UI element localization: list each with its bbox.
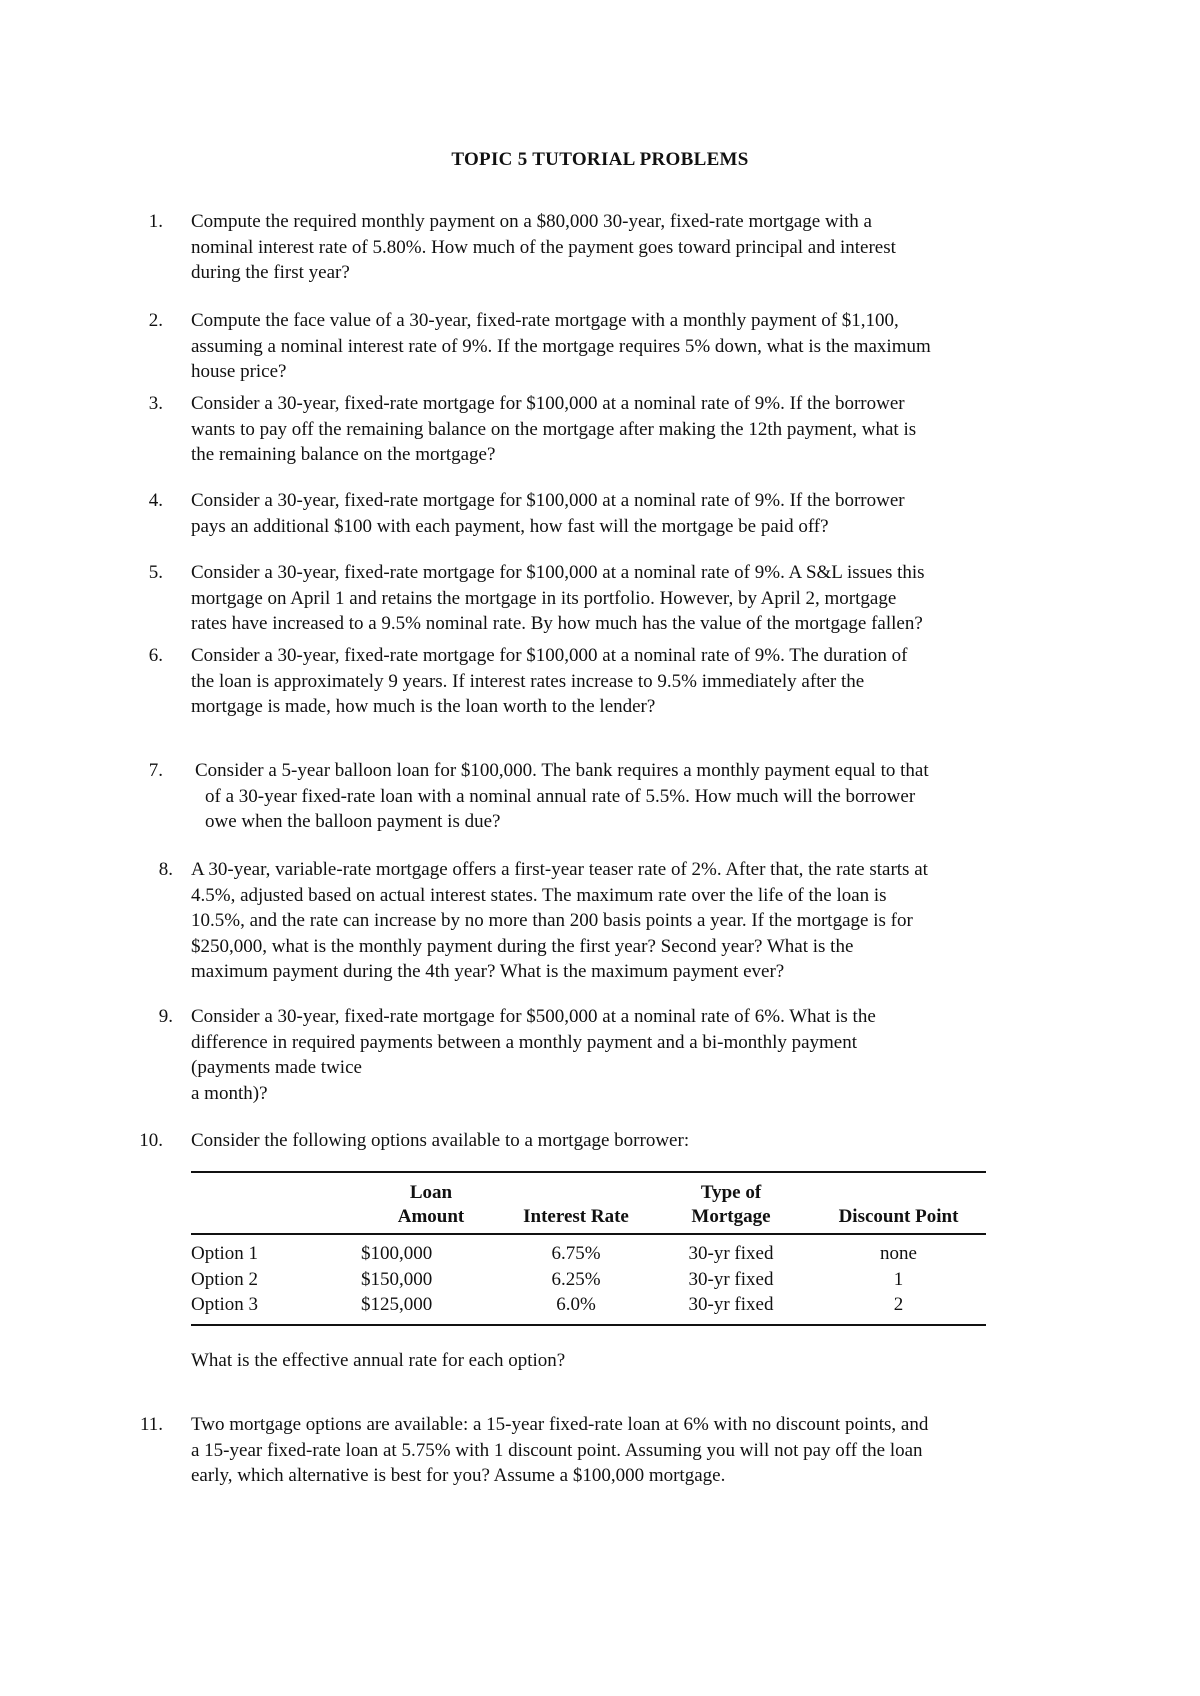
cell-points: 1 xyxy=(893,1268,904,1290)
problem-line: the remaining balance on the mortgage? xyxy=(191,444,496,465)
problem-line: during the first year? xyxy=(191,262,350,283)
problem-text xyxy=(191,857,1071,985)
problem-line: the loan is approximately 9 years. If interest rates increase to 9.5% immediately after the xyxy=(191,670,865,692)
problem-text xyxy=(191,1128,1071,1154)
column-header-interest-rate: Interest Rate xyxy=(523,1206,629,1227)
problem-number: 5. xyxy=(148,562,163,583)
problem-line: house price? xyxy=(191,361,287,382)
problem-number: 11. xyxy=(139,1414,163,1435)
problem-line: early, which alternative is best for you? Assume a $100,000 mortgage. xyxy=(191,1465,726,1486)
problem-line: nominal interest rate of 5.80%. How much of the payment goes toward principal and interest xyxy=(191,236,896,258)
problem-line: rates have increased to a 9.5% nominal rate. By how much has the value of the mortgage fallen? xyxy=(191,613,923,634)
amount-value: $125,000 xyxy=(361,1294,433,1315)
table-header-row xyxy=(191,1172,986,1234)
problem-line: Consider a 30-year, fixed-rate mortgage for $500,000 at a nominal rate of 6%. What is the xyxy=(191,1006,876,1027)
cell-type: 30-yr fixed xyxy=(688,1294,774,1315)
problem-line: of a 30-year fixed-rate loan with a nominal annual rate of 5.5%. How much will the borrower xyxy=(205,785,916,807)
cell-option: Option 1 xyxy=(191,1243,259,1264)
problem-text xyxy=(195,758,1075,835)
page-title: TOPIC 5 TUTORIAL PROBLEMS xyxy=(451,149,749,170)
problem-number: 3. xyxy=(148,393,163,414)
cell-option: Option 2 xyxy=(191,1268,259,1290)
problem-line: 10.5%, and the rate can increase by no more than 200 basis points a year. If the mortgage is for xyxy=(191,910,913,931)
problem-line: (payments made twice xyxy=(191,1057,362,1078)
cell-amount xyxy=(361,1234,501,1267)
problem-line: $250,000, what is the monthly payment during the first year? Second year? What is the xyxy=(191,935,854,957)
cell-amount xyxy=(361,1292,501,1325)
table-question: What is the effective annual rate for each option? xyxy=(191,1350,566,1371)
problem-line: Consider a 30-year, fixed-rate mortgage for $100,000 at a nominal rate of 9%. If the borrower xyxy=(191,393,905,414)
cell-points: 2 xyxy=(893,1294,904,1315)
problem-line: wants to pay off the remaining balance on the mortgage after making the 12th payment, what is xyxy=(191,418,917,440)
header-line: Mortgage xyxy=(691,1206,771,1227)
problem-line: assuming a nominal interest rate of 9%. If the mortgage requires 5% down, what is the maximum xyxy=(191,335,931,357)
problem-number: 8. xyxy=(158,859,173,880)
table-row xyxy=(191,1267,986,1293)
problem-line: Consider a 30-year, fixed-rate mortgage for $100,000 at a nominal rate of 9%. The duration of xyxy=(191,645,908,666)
problem-text xyxy=(191,488,1071,539)
problem-line: owe when the balloon payment is due? xyxy=(205,811,501,832)
cell-type: 30-yr fixed xyxy=(688,1243,774,1264)
problem-line: Consider a 30-year, fixed-rate mortgage for $100,000 at a nominal rate of 9%. A S&L issues this xyxy=(191,562,925,583)
problem-line: a month)? xyxy=(191,1082,268,1104)
problem-line: mortgage is made, how much is the loan worth to the lender? xyxy=(191,696,656,717)
amount-value: $150,000 xyxy=(361,1268,433,1290)
table-row xyxy=(191,1234,986,1267)
problem-number: 10. xyxy=(139,1130,163,1151)
problem-line: Two mortgage options are available: a 15-year fixed-rate loan at 6% with no discount points, and xyxy=(191,1414,929,1435)
problem-line: Compute the required monthly payment on a $80,000 30-year, fixed-rate mortgage with a xyxy=(191,211,872,232)
column-header-option xyxy=(191,1172,361,1234)
problem-number: 4. xyxy=(148,490,163,511)
cell-type: 30-yr fixed xyxy=(688,1268,774,1290)
cell-rate: 6.0% xyxy=(556,1294,596,1315)
mortgage-options-table xyxy=(191,1171,986,1326)
amount-value: $100,000 xyxy=(361,1243,433,1264)
problem-line: A 30-year, variable-rate mortgage offers a first-year teaser rate of 2%. After that, the rate starts at xyxy=(191,859,928,880)
problem-number: 9. xyxy=(158,1006,173,1027)
header-line: Amount xyxy=(397,1206,465,1227)
problem-line: pays an additional $100 with each payment, how fast will the mortgage be paid off? xyxy=(191,515,829,537)
header-line: Loan xyxy=(409,1182,453,1203)
column-header-loan-amount xyxy=(361,1172,501,1234)
problem-text xyxy=(191,1412,1071,1489)
problem-text xyxy=(191,308,1071,385)
problem-number: 2. xyxy=(148,310,163,331)
problem-line: difference in required payments between a monthly payment and a bi-monthly payment xyxy=(191,1031,858,1053)
problem-text xyxy=(191,209,1071,286)
problem-line: Consider a 5-year balloon loan for $100,000. The bank requires a monthly payment equal to that xyxy=(195,760,929,781)
problem-text xyxy=(191,643,1071,720)
problem-number: 1. xyxy=(148,211,163,232)
problem-line: a 15-year fixed-rate loan at 5.75% with 1 discount point. Assuming you will not pay off the loan xyxy=(191,1439,923,1461)
problem-line: Compute the face value of a 30-year, fixed-rate mortgage with a monthly payment of $1,100, xyxy=(191,310,899,331)
problem-number: 6. xyxy=(148,645,163,666)
problem-line: Consider a 30-year, fixed-rate mortgage for $100,000 at a nominal rate of 9%. If the borrower xyxy=(191,490,905,511)
cell-option: Option 3 xyxy=(191,1294,259,1315)
cell-points: none xyxy=(880,1243,917,1264)
problem-line: maximum payment during the 4th year? What is the maximum payment ever? xyxy=(191,961,785,982)
problem-text xyxy=(191,1004,1071,1106)
column-header-discount-point: Discount Point xyxy=(838,1206,959,1227)
cell-rate: 6.75% xyxy=(551,1243,601,1264)
problem-line: Consider the following options available to a mortgage borrower: xyxy=(191,1130,690,1151)
cell-amount xyxy=(361,1267,501,1293)
problem-line: 4.5%, adjusted based on actual interest states. The maximum rate over the life of the loan is xyxy=(191,884,887,906)
cell-rate: 6.25% xyxy=(551,1268,601,1290)
problem-text xyxy=(191,560,1071,637)
header-line: Type of xyxy=(700,1182,762,1203)
column-header-mortgage-type xyxy=(651,1172,811,1234)
problem-number: 7. xyxy=(148,760,163,781)
table-row xyxy=(191,1292,986,1325)
problem-line: mortgage on April 1 and retains the mortgage in its portfolio. However, by April 2, mortgage xyxy=(191,587,897,609)
problem-text xyxy=(191,391,1071,468)
